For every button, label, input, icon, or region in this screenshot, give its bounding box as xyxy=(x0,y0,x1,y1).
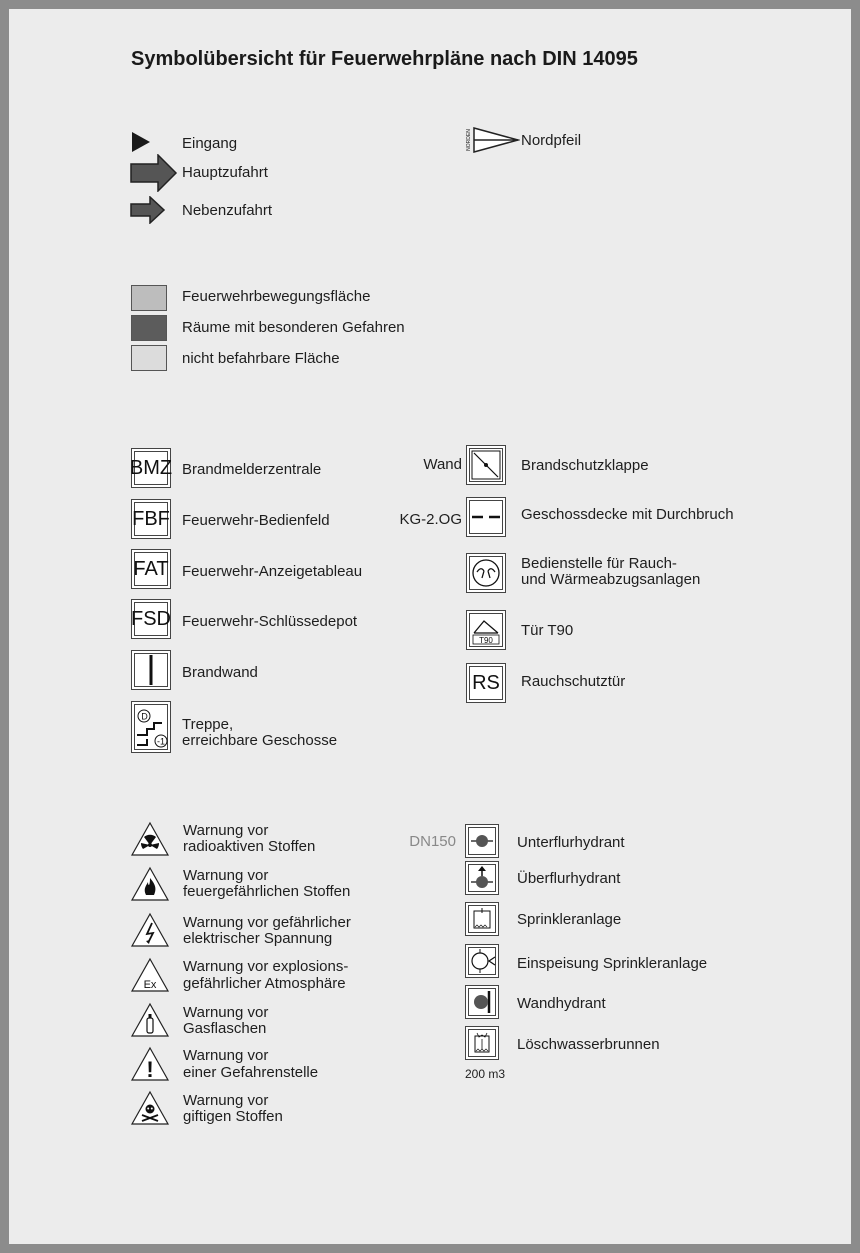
rauchschutztuer-label: Rauchschutztür xyxy=(521,673,626,690)
gas-cylinder-warning-icon xyxy=(130,1002,170,1038)
eingang-triangle-icon xyxy=(131,131,151,153)
nordpfeil-label: Nordpfeil xyxy=(521,132,582,149)
geschossdecke-label: Geschossdecke mit Durchbruch xyxy=(521,506,734,523)
treppe-top-level: D xyxy=(141,711,148,722)
explosion-warning-icon xyxy=(130,957,170,993)
page-title: Symbolübersicht für Feuerwehrpläne nach DIN 14095 xyxy=(131,48,638,70)
gas-label-2: Gasflaschen xyxy=(183,1020,267,1037)
giftig-label-2: giftigen Stoffen xyxy=(183,1108,283,1125)
treppe-bottom-level: -1 xyxy=(156,736,166,747)
geschossdecke-icon xyxy=(470,512,502,522)
geschossdecke-symbol xyxy=(466,497,506,537)
unterflur-prefix: DN150 xyxy=(409,833,456,850)
door-icon xyxy=(469,613,503,647)
ueberflurhydrant-icon xyxy=(466,862,498,894)
eingang-label: Eingang xyxy=(182,135,238,152)
decke-prefix: KG-2.OG xyxy=(399,511,462,528)
rwa-fan-icon xyxy=(470,557,502,589)
swatch-besondere-gefahren xyxy=(131,315,167,341)
besondere-gefahren-label: Räume mit besonderen Gefahren xyxy=(182,319,405,336)
fbf-label: Feuerwehr-Bedienfeld xyxy=(182,512,330,529)
gas-label-1: Warnung vor xyxy=(183,1004,269,1021)
einspeisung-icon xyxy=(466,945,498,977)
bmz-label: Brandmelderzentrale xyxy=(182,461,322,478)
rauchschutztuer-symbol: RS xyxy=(466,663,506,703)
brunnen-capacity: 200 m3 xyxy=(465,1067,506,1081)
ueberflurhydrant-label: Überflurhydrant xyxy=(517,870,621,887)
nebenzufahrt-label: Nebenzufahrt xyxy=(182,202,273,219)
fbf-symbol: FBF xyxy=(131,499,171,539)
rwa-label-2: und Wärmeabzugsanlagen xyxy=(521,571,701,588)
nordpfeil-icon xyxy=(466,126,520,154)
gefahr-mark: ! xyxy=(146,1057,154,1082)
wandhydrant-icon xyxy=(466,986,498,1018)
einspeisung-label: Einspeisung Sprinkleranlage xyxy=(517,955,708,972)
wandhydrant-symbol xyxy=(465,985,499,1019)
hauptzufahrt-label: Hauptzufahrt xyxy=(182,164,268,181)
fat-label: Feuerwehr-Anzeigetableau xyxy=(182,563,363,580)
tuer-t90-label: Tür T90 xyxy=(521,622,574,639)
brandwand-label: Brandwand xyxy=(182,664,258,681)
radioaktiv-label-1: Warnung vor xyxy=(183,822,269,839)
brandschutzklappe-icon xyxy=(471,450,501,480)
explosion-code: Ex xyxy=(143,979,157,991)
nicht-befahrbar-label: nicht befahrbare Fläche xyxy=(182,350,340,367)
brandwand-icon xyxy=(141,653,161,687)
treppe-stairs-icon xyxy=(132,702,170,752)
nordpfeil-small-text: NORDEN xyxy=(466,129,472,151)
swatch-nicht-befahrbar xyxy=(131,345,167,371)
tuer-code: T90 xyxy=(479,636,493,645)
loeschwasserbrunnen-symbol xyxy=(465,1026,499,1060)
gefahr-label-1: Warnung vor xyxy=(183,1047,269,1064)
toxic-warning-icon xyxy=(130,1090,170,1126)
treppe-label-2: erreichbare Geschosse xyxy=(182,732,338,749)
general-danger-warning-icon xyxy=(130,1046,170,1082)
nebenzufahrt-arrow-icon xyxy=(130,196,166,224)
klappe-prefix: Wand xyxy=(423,456,462,473)
loeschwasserbrunnen-label: Löschwasserbrunnen xyxy=(517,1036,660,1053)
wandhydrant-label: Wandhydrant xyxy=(517,995,606,1012)
radioactive-warning-icon xyxy=(130,821,170,857)
unterflurhydrant-icon xyxy=(466,825,498,857)
unterflurhydrant-symbol xyxy=(465,824,499,858)
ueberflurhydrant-symbol xyxy=(465,861,499,895)
rwa-label-1: Bedienstelle für Rauch- xyxy=(521,555,677,572)
rwa-symbol xyxy=(466,553,506,593)
hauptzufahrt-arrow-icon xyxy=(130,154,178,192)
sprinkler-icon xyxy=(466,903,498,935)
bewegungsflaeche-label: Feuerwehrbewegungsfläche xyxy=(182,288,371,305)
bmz-symbol: BMZ xyxy=(131,448,171,488)
electric-warning-icon xyxy=(130,912,170,948)
explosion-label-2: gefährlicher Atmosphäre xyxy=(183,975,346,992)
brandwand-symbol xyxy=(131,650,171,690)
treppe-symbol xyxy=(131,701,171,753)
sprinkleranlage-label: Sprinkleranlage xyxy=(517,911,622,928)
feuer-label-2: feuergefährlichen Stoffen xyxy=(183,883,351,900)
brandschutzklappe-label: Brandschutzklappe xyxy=(521,457,649,474)
giftig-label-1: Warnung vor xyxy=(183,1092,269,1109)
einspeisung-symbol xyxy=(465,944,499,978)
treppe-label-1: Treppe, xyxy=(182,716,234,733)
feuer-label-1: Warnung vor xyxy=(183,867,269,884)
fsd-symbol: FSD xyxy=(131,599,171,639)
gefahr-label-2: einer Gefahrenstelle xyxy=(183,1064,319,1081)
swatch-bewegungsflaeche xyxy=(131,285,167,311)
explosion-label-1: Warnung vor explosions- xyxy=(183,958,349,975)
tuer-t90-symbol xyxy=(466,610,506,650)
brandschutzklappe-symbol xyxy=(466,445,506,485)
unterflurhydrant-label: Unterflurhydrant xyxy=(517,834,625,851)
fat-symbol: FAT xyxy=(131,549,171,589)
elektrisch-label-2: elektrischer Spannung xyxy=(183,930,333,947)
sprinkleranlage-symbol xyxy=(465,902,499,936)
radioaktiv-label-2: radioaktiven Stoffen xyxy=(183,838,316,855)
brunnen-icon xyxy=(466,1027,498,1059)
elektrisch-label-1: Warnung vor gefährlicher xyxy=(183,914,351,931)
flammable-warning-icon xyxy=(130,866,170,902)
fsd-label: Feuerwehr-Schlüssedepot xyxy=(182,613,358,630)
